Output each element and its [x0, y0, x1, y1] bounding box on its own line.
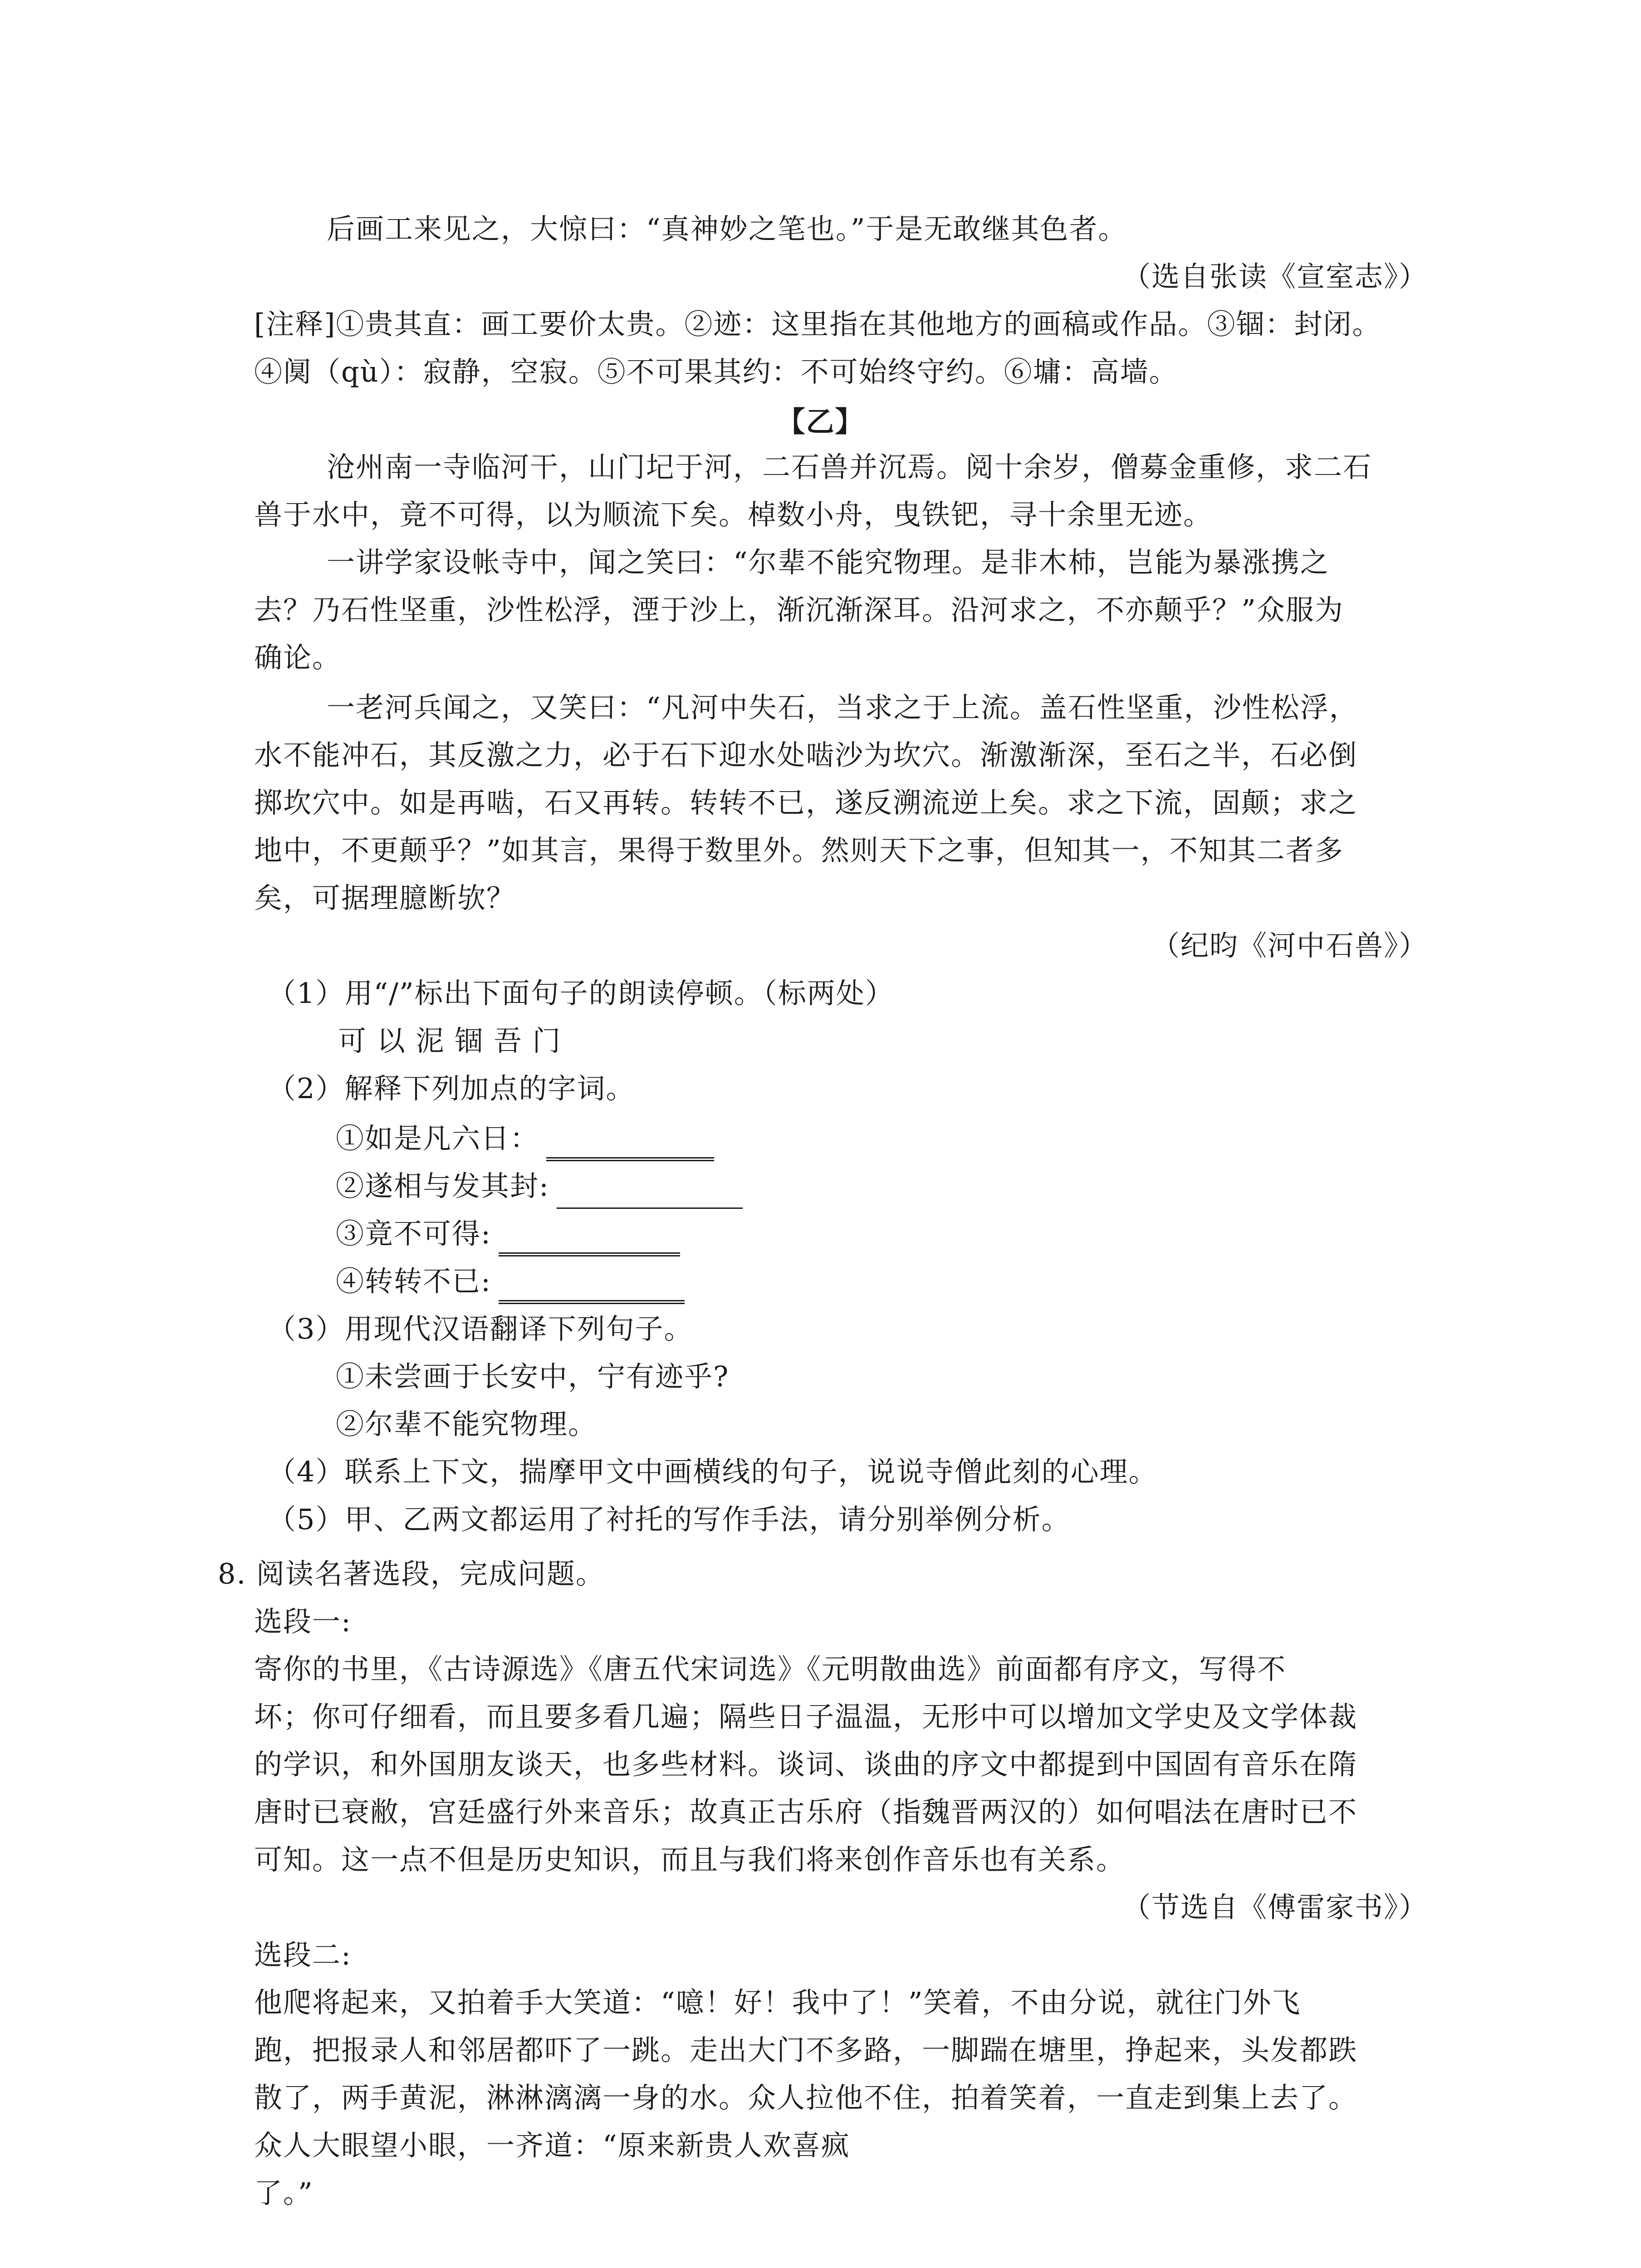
question-2: （2）解释下列加点的字词。 — [268, 1072, 635, 1105]
source-citation: （节选自《傅雷家书》） — [1122, 1891, 1428, 1924]
annotation-line: ④阒（qù）：寂静，空寂。⑤不可果其约：不可始终守约。⑥墉：高墙。 — [254, 355, 1178, 388]
question-5: （5）甲、乙两文都运用了衬托的写作手法，请分别举例分析。 — [268, 1503, 1071, 1536]
text-line: 沧州南一寺临河干，山门圮于河，二石兽并沉焉。阅十余岁，僧募金重修，求二石 — [327, 450, 1372, 484]
text-line: 确论。 — [254, 641, 342, 674]
excerpt-label: 选段二: — [254, 1938, 352, 1971]
text-line: 矣，可据理臆断欤？ — [254, 881, 516, 914]
text-line: 唐时已衰敝，宫廷盛行外来音乐；故真正古乐府（指魏晋两汉的）如何唱法在唐时已不 — [254, 1795, 1358, 1828]
text-line: 地中，不更颠乎？”如其言，果得于数里外。然则天下之事，但知其一，不知其二者多 — [254, 834, 1344, 867]
answer-blank[interactable] — [499, 1221, 680, 1256]
text-line: 跑，把报录人和邻居都吓了一跳。走出大门不多路，一脚踹在塘里，挣起来，头发都跌 — [254, 2033, 1358, 2067]
question-2-item: ③竟不可得: — [336, 1211, 680, 1256]
annotation-line: [注释]①贵其直：画工要价太贵。②迹：这里指在其他地方的画稿或作品。③锢：封闭。 — [254, 308, 1381, 341]
question-3: （3）用现代汉语翻译下列句子。 — [268, 1312, 693, 1345]
text-line: 掷坎穴中。如是再啮，石又再转。转转不已，遂反溯流逆上矣。求之下流，固颠；求之 — [254, 786, 1358, 819]
question-2-item: ②遂相与发其封: — [336, 1163, 743, 1209]
text-line: 坏；你可仔细看，而且要多看几遍；隔些日子温温，无形中可以增加文学史及文学体裁 — [254, 1700, 1358, 1733]
text-line: 他爬将起来，又拍着手大笑道：“噫！好！我中了！”笑着，不由分说，就往门外飞 — [254, 1986, 1301, 2019]
page-number — [0, 2266, 1641, 2268]
text-line: 一讲学家设帐寺中，闻之笑曰：“尔辈不能究物理。是非木杮，岂能为暴涨携之 — [327, 546, 1329, 579]
question-1-sentence: 可 以 泥 锢 吾 门 — [338, 1024, 562, 1057]
answer-blank[interactable] — [546, 1125, 714, 1161]
text-line: 的学识，和外国朋友谈天，也多些材料。谈词、谈曲的序文中都提到中国固有音乐在隋 — [254, 1748, 1358, 1781]
text-line: 一老河兵闻之，又笑曰：“凡河中失石，当求之于上流。盖石性坚重，沙性松浮， — [327, 691, 1358, 724]
question-3-item: ②尔辈不能究物理。 — [336, 1408, 598, 1441]
text-line: 众人大眼望小眼，一齐道：“原来新贵人欢喜疯 — [254, 2129, 850, 2162]
answer-blank[interactable] — [557, 1176, 743, 1209]
question-2-item: ①如是凡六日： — [336, 1116, 714, 1161]
section-heading: 【乙】 — [777, 405, 864, 438]
text-line: 后画工来见之，大惊曰：“真神妙之笔也。”于是无敢继其色者。 — [327, 212, 1127, 245]
question-8-heading: 8. 阅读名著选段，完成问题。 — [218, 1557, 605, 1590]
text-line: 寄你的书里，《古诗源选》《唐五代宋词选》《元明散曲选》前面都有序文，写得不 — [254, 1652, 1287, 1686]
source-citation: （选自张读《宣室志》） — [1122, 260, 1428, 293]
text-line: 可知。这一点不但是历史知识，而且与我们将来创作音乐也有关系。 — [254, 1843, 1126, 1876]
text-line: 去？乃石性坚重，沙性松浮，湮于沙上，渐沉渐深耳。沿河求之，不亦颠乎？”众服为 — [254, 593, 1344, 626]
question-4: （4）联系上下文，揣摩甲文中画横线的句子，说说寺僧此刻的心理。 — [268, 1455, 1158, 1488]
text-line: 散了，两手黄泥，淋淋漓漓一身的水。众人拉他不住，拍着笑着，一直走到集上去了。 — [254, 2081, 1358, 2114]
text-line: 水不能冲石，其反激之力，必于石下迎水处啮沙为坎穴。渐激渐深，至石之半，石必倒 — [254, 738, 1358, 772]
source-citation: （纪昀《河中石兽》） — [1151, 929, 1428, 962]
text-line: 兽于水中，竟不可得，以为顺流下矣。棹数小舟，曳铁钯，寻十余里无迹。 — [254, 498, 1213, 531]
question-3-item: ①未尝画于长安中，宁有迹乎? — [336, 1360, 730, 1393]
answer-blank[interactable] — [499, 1268, 685, 1304]
text-line: 了。” — [254, 2176, 314, 2209]
excerpt-label: 选段一: — [254, 1605, 352, 1638]
question-1: （1）用“/”标出下面句子的朗读停顿。（标两处） — [268, 977, 894, 1010]
question-2-item: ④转转不已: — [336, 1259, 685, 1304]
